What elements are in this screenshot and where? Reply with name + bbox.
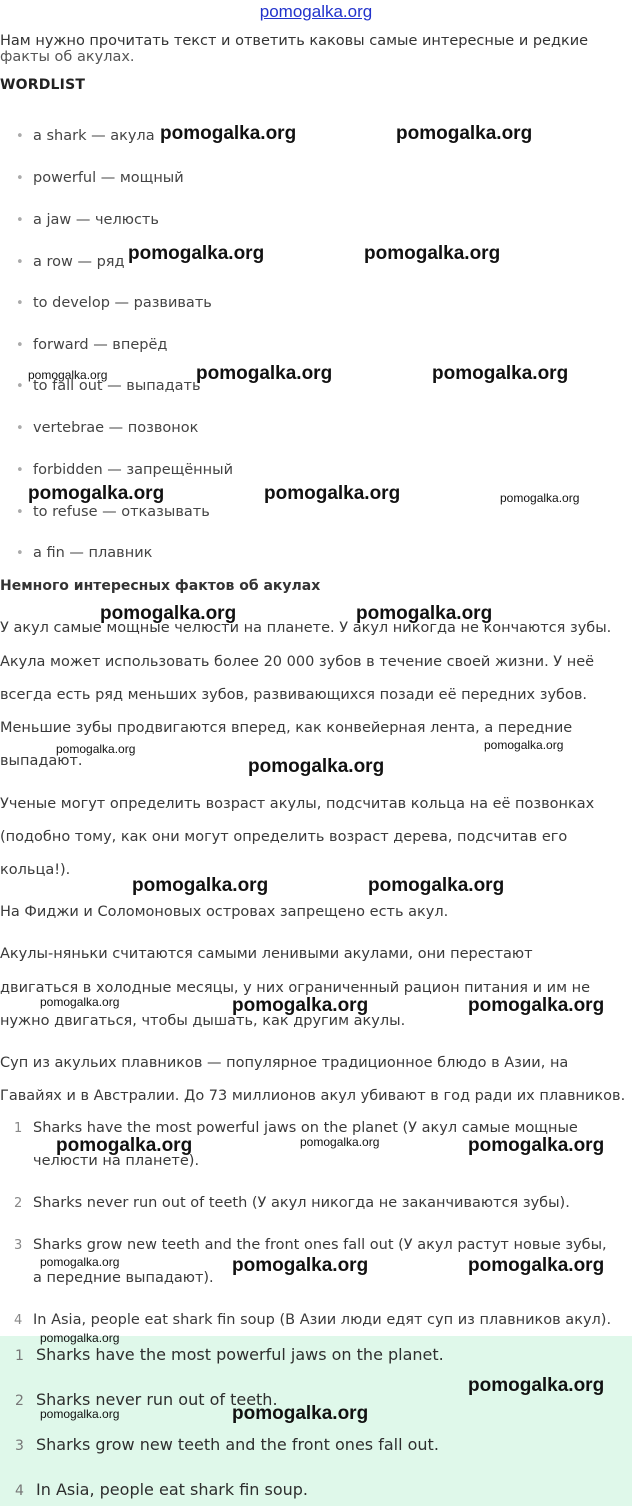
watermark: pomogalka.org bbox=[468, 995, 605, 1016]
watermark: pomogalka.org bbox=[248, 756, 385, 777]
watermark: pomogalka.org bbox=[364, 243, 501, 264]
watermark: pomogalka.org bbox=[232, 1255, 369, 1276]
intro-cut-text: факты об акулах. bbox=[0, 49, 135, 65]
bullet-icon: • bbox=[16, 379, 24, 394]
bullet-icon: • bbox=[16, 296, 24, 311]
text-line: двигаться в холодные месяцы, у них ограниченный рацион питания и им не bbox=[0, 980, 591, 996]
site-header-link[interactable]: pomogalka.org bbox=[259, 2, 373, 21]
bullet-icon: • bbox=[16, 129, 24, 144]
word-item: • a row — ряд bbox=[16, 254, 125, 270]
word-item: • to fall out — выпадать bbox=[16, 378, 201, 394]
bullet-icon: • bbox=[16, 213, 24, 228]
word-item: • to refuse — отказывать bbox=[16, 504, 210, 520]
answer-item: 2 Sharks never run out of teeth (У акул никогда не заканчиваются зубы). bbox=[14, 1195, 570, 1211]
answer-box-item: 3 Sharks grow new teeth and the front ones fall out. bbox=[15, 1435, 439, 1454]
bullet-icon: • bbox=[16, 421, 24, 436]
watermark: pomogalka.org bbox=[132, 875, 269, 896]
word-item: • a jaw — челюсть bbox=[16, 212, 159, 228]
watermark: pomogalka.org bbox=[28, 483, 165, 504]
text-line: Ученые могут определить возраст акулы, подсчитав кольца на её позвонках bbox=[0, 796, 595, 812]
bullet-icon: • bbox=[16, 546, 24, 561]
watermark: pomogalka.org bbox=[468, 1375, 605, 1396]
text-line: Гавайях и в Австралии. До 73 миллионов акул убивают в год ради их плавников. bbox=[0, 1088, 626, 1104]
text-line: Акула может использовать более 20 000 зубов в течение своей жизни. У неё bbox=[0, 654, 595, 670]
text-line: Акулы-няньки считаются самыми ленивыми акулами, они перестают bbox=[0, 946, 533, 962]
text-line: Меньшие зубы продвигаются вперед, как конвейерная лента, а передние bbox=[0, 720, 573, 736]
watermark: pomogalka.org bbox=[356, 603, 493, 624]
watermark: pomogalka.org bbox=[56, 742, 136, 756]
watermark: pomogalka.org bbox=[232, 1403, 369, 1424]
watermark: pomogalka.org bbox=[500, 491, 580, 505]
watermark: pomogalka.org bbox=[468, 1255, 605, 1276]
watermark: pomogalka.org bbox=[128, 243, 265, 264]
watermark: pomogalka.org bbox=[300, 1135, 380, 1149]
watermark: pomogalka.org bbox=[368, 875, 505, 896]
word-item: • vertebrae — позвонок bbox=[16, 420, 199, 436]
watermark: pomogalka.org bbox=[28, 368, 108, 382]
watermark: pomogalka.org bbox=[232, 995, 369, 1016]
bullet-icon: • bbox=[16, 171, 24, 186]
bullet-icon: • bbox=[16, 463, 24, 478]
word-item: • a fin — плавник bbox=[16, 545, 153, 561]
watermark: pomogalka.org bbox=[264, 483, 401, 504]
watermark: pomogalka.org bbox=[432, 363, 569, 384]
facts-title: Немного интересных фактов об акулах bbox=[0, 578, 321, 594]
answer-item-continued: а передние выпадают). bbox=[33, 1270, 214, 1286]
watermark: pomogalka.org bbox=[484, 738, 564, 752]
watermark: pomogalka.org bbox=[40, 995, 120, 1009]
answer-item: 3 Sharks grow new teeth and the front ones fall out (У акул растут новые зубы, bbox=[14, 1237, 607, 1253]
answer-item: 4 In Asia, people eat shark fin soup (В Азии люди едят суп из плавников акул). bbox=[14, 1312, 612, 1328]
answer-item: 1 Sharks have the most powerful jaws on the planet (У акул самые мощные bbox=[14, 1120, 578, 1136]
watermark: pomogalka.org bbox=[196, 363, 333, 384]
bullet-icon: • bbox=[16, 255, 24, 270]
text-line: выпадают. bbox=[0, 753, 83, 769]
answer-box-item: 4 In Asia, people eat shark fin soup. bbox=[15, 1480, 308, 1499]
word-item: • forward — вперёд bbox=[16, 337, 168, 353]
intro-text: Нам нужно прочитать текст и ответить каковы самые интересные и редкие bbox=[0, 33, 589, 49]
watermark: pomogalka.org bbox=[160, 123, 297, 144]
text-line: Суп из акульих плавников — популярное традиционное блюдо в Азии, на bbox=[0, 1055, 569, 1071]
bullet-icon: • bbox=[16, 338, 24, 353]
watermark: pomogalka.org bbox=[396, 123, 533, 144]
text-line: нужно двигаться, чтобы дышать, как другим акулы. bbox=[0, 1013, 406, 1029]
answer-item-continued: челюсти на планете). bbox=[33, 1153, 200, 1169]
wordlist-title: WORDLIST bbox=[0, 77, 86, 93]
answer-box-item: 2 Sharks never run out of teeth. bbox=[15, 1390, 278, 1409]
word-item: • forbidden — запрещённый bbox=[16, 462, 234, 478]
intro-cut-line bbox=[0, 49, 260, 68]
word-item: • powerful — мощный bbox=[16, 170, 184, 186]
text-line: всегда есть ряд меньших зубов, развивающихся позади её передних зубов. bbox=[0, 687, 588, 703]
text-line: (подобно тому, как они могут определить возраст дерева, подсчитав его bbox=[0, 829, 568, 845]
answer-box-item: 1 Sharks have the most powerful jaws on the planet. bbox=[15, 1345, 444, 1364]
watermark: pomogalka.org bbox=[56, 1135, 193, 1156]
text-line: кольца!). bbox=[0, 862, 71, 878]
watermark: pomogalka.org bbox=[40, 1255, 120, 1269]
word-item: • a shark — акула bbox=[16, 128, 155, 144]
word-item: • to develop — развивать bbox=[16, 295, 212, 311]
watermark: pomogalka.org bbox=[40, 1331, 120, 1345]
text-line: На Фиджи и Соломоновых островах запрещено есть акул. bbox=[0, 904, 449, 920]
watermark: pomogalka.org bbox=[468, 1135, 605, 1156]
watermark: pomogalka.org bbox=[100, 603, 237, 624]
bullet-icon: • bbox=[16, 505, 24, 520]
text-line: У акул самые мощные челюсти на планете. У акул никогда не кончаются зубы. bbox=[0, 620, 612, 636]
watermark: pomogalka.org bbox=[40, 1407, 120, 1421]
